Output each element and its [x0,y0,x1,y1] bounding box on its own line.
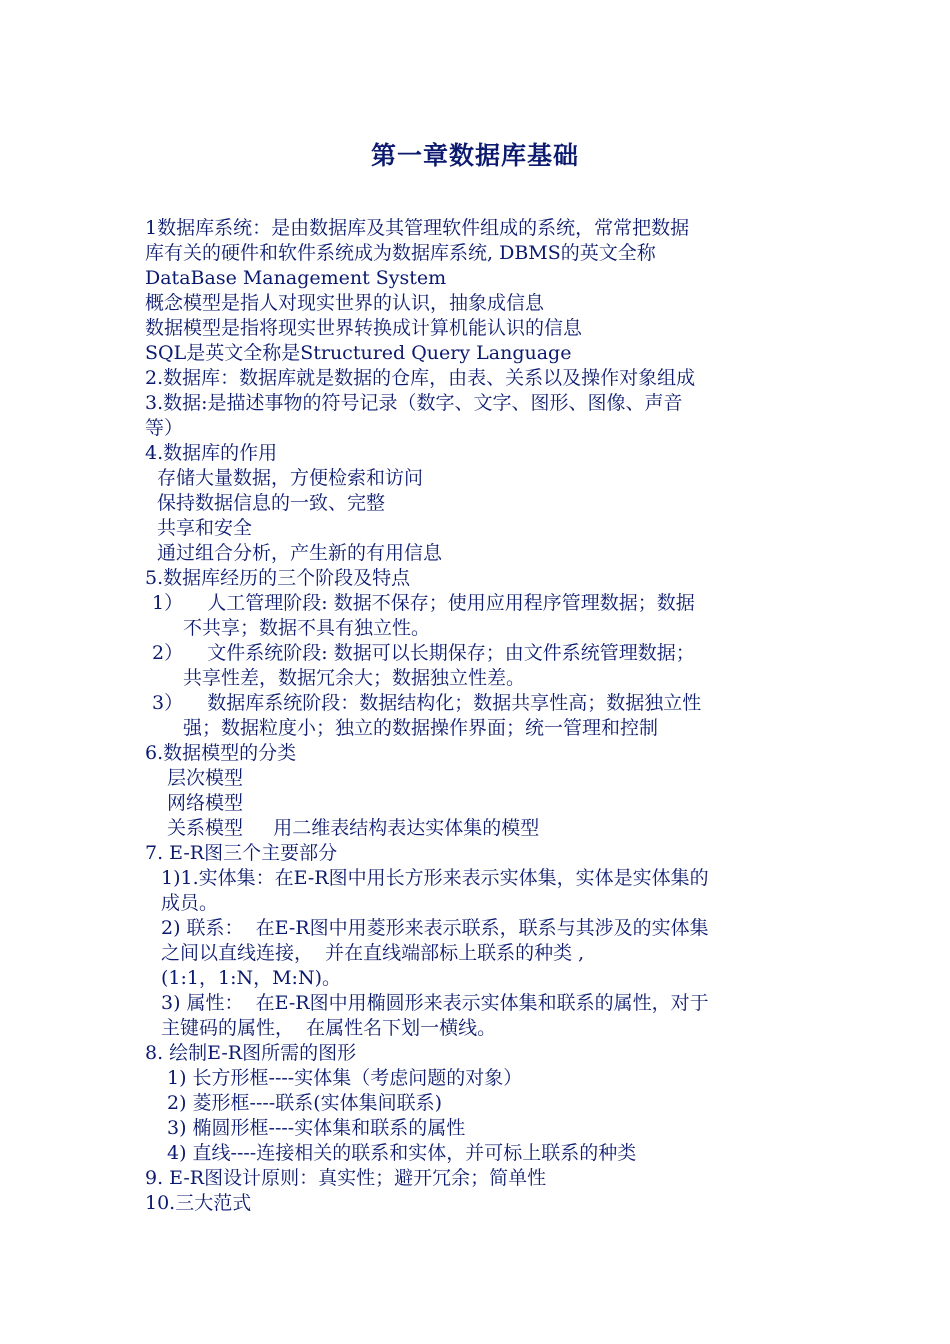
text-line: 成员。 [161,892,219,914]
text-line: 10.三大范式 [145,1192,252,1214]
text-line: 等） [145,417,184,439]
text-line: 数据模型是指将现实世界转换成计算机能认识的信息 [145,317,583,339]
text-line: 1数据库系统：是由数据库及其管理软件组成的系统，常常把数据 [145,217,690,239]
text-line: 保持数据信息的一致、完整 [157,492,386,514]
text-line: 9. E-R图设计原则：真实性；避开冗余；简单性 [145,1167,547,1189]
text-line: 6.数据模型的分类 [145,742,297,764]
text-line: 5.数据库经历的三个阶段及特点 [145,567,411,589]
text-line: 层次模型 [167,767,244,789]
text-line: 共享性差，数据冗余大；数据独立性差。 [183,667,526,689]
text-line: 4.数据库的作用 [145,442,278,464]
text-line: 共享和安全 [157,517,253,539]
page-title: 第一章数据库基础 [370,141,579,170]
text-line: 2.数据库：数据库就是数据的仓库，由表、关系以及操作对象组成 [145,367,696,389]
text-line: 之间以直线连接， 并在直线端部标上联系的种类 , [161,942,585,964]
text-line: 3) 椭圆形框----实体集和联系的属性 [167,1117,466,1139]
text-line: 2) 联系： 在E-R图中用菱形来表示联系，联系与其涉及的实体集 [161,917,709,939]
text-line: DataBase Management System [145,267,447,289]
text-line: 网络模型 [167,792,244,814]
text-line: (1:1，1:N，M:N)。 [161,967,341,989]
text-line: 3) 属性： 在E-R图中用椭圆形来表示实体集和联系的属性，对于 [161,992,709,1014]
text-line: 通过组合分析，产生新的有用信息 [157,542,443,564]
text-line: 1)1.实体集：在E-R图中用长方形来表示实体集，实体是实体集的 [161,867,709,889]
text-line: 强；数据粒度小；独立的数据操作界面；统一管理和控制 [183,717,659,739]
text-line: 关系模型 用二维表结构表达实体集的模型 [167,817,540,839]
text-line: 3） 数据库系统阶段：数据结构化；数据共享性高；数据独立性 [152,692,702,714]
text-line: 2） 文件系统阶段: 数据可以长期保存；由文件系统管理数据； [152,642,695,664]
text-line: 概念模型是指人对现实世界的认识，抽象成信息 [145,292,545,314]
text-line: 1) 长方形框----实体集（考虑问题的对象） [167,1067,523,1089]
text-line: 4) 直线----连接相关的联系和实体，并可标上联系的种类 [167,1142,637,1164]
text-line: 主键码的属性， 在属性名下划一横线。 [161,1017,497,1039]
text-line: 库有关的硬件和软件系统成为数据库系统, DBMS的英文全称 [145,242,656,264]
text-line: 不共享；数据不具有独立性。 [183,617,431,639]
text-line: 3.数据:是描述事物的符号记录（数字、文字、图形、图像、声音 [145,392,683,414]
text-line: 1） 人工管理阶段: 数据不保存；使用应用程序管理数据；数据 [152,592,695,614]
text-line: 存储大量数据，方便检索和访问 [157,467,424,489]
text-line: 8. 绘制E-R图所需的图形 [145,1042,357,1064]
text-line: 7. E-R图三个主要部分 [145,842,338,864]
text-line: SQL是英文全称是Structured Query Language [145,342,572,364]
text-line: 2) 菱形框----联系(实体集间联系) [167,1092,443,1114]
